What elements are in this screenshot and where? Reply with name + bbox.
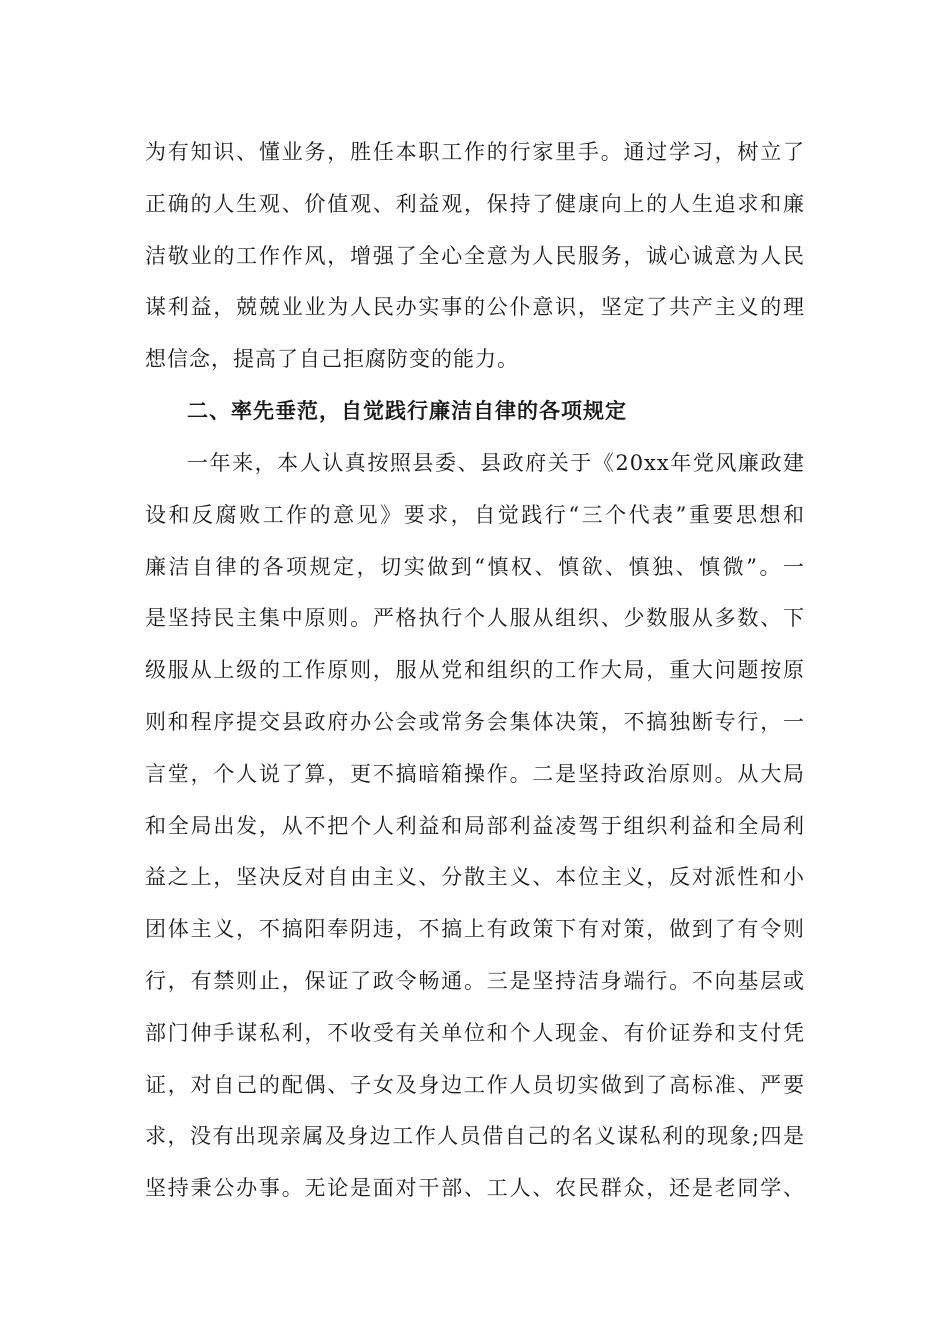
paragraph-line: 和全局出发，从不把个人利益和局部利益凌驾于组织利益和全局利 bbox=[145, 813, 805, 838]
paragraph-line: 言堂，个人说了算，更不搞暗箱操作。二是坚持政治原则。从大局 bbox=[145, 761, 805, 786]
section-heading-block bbox=[145, 386, 805, 438]
paragraph-line: 部门伸手谋私利，不收受有关单位和个人现金、有价证券和支付凭 bbox=[145, 1020, 805, 1045]
paragraph-line: 级服从上级的工作原则，服从党和组织的工作大局，重大问题按原 bbox=[145, 658, 805, 683]
paragraph-line: 想信念，提高了自己拒腐防变的能力。 bbox=[145, 347, 519, 372]
paragraph-line: 求，没有出现亲属及身边工作人员借自己的名义谋私利的现象;四是 bbox=[145, 1124, 805, 1149]
paragraph-line: 益之上，坚决反对自由主义、分散主义、本位主义，反对派性和小 bbox=[145, 865, 805, 890]
paragraph-line: 则和程序提交县政府办公会或常务会集体决策，不搞独断专行，一 bbox=[145, 709, 805, 734]
paragraph-line: 设和反腐败工作的意见》要求，自觉践行“三个代表”重要思想和 bbox=[145, 502, 805, 527]
section-heading: 二、率先垂范，自觉践行廉洁自律的各项规定 bbox=[187, 399, 627, 423]
paragraph-line: 团体主义，不搞阳奉阴违，不搞上有政策下有对策，做到了有令则 bbox=[145, 917, 805, 942]
paragraph-body bbox=[145, 438, 805, 1215]
paragraph-line: 谋利益，兢兢业业为人民办实事的公仆意识，坚定了共产主义的理 bbox=[145, 295, 805, 320]
paragraph-line: 行，有禁则止，保证了政令畅通。三是坚持洁身端行。不向基层或 bbox=[145, 968, 805, 993]
paragraph-line: 坚持秉公办事。无论是面对干部、工人、农民群众，还是老同学、 bbox=[145, 1176, 805, 1201]
paragraph-line: 洁敬业的工作作风，增强了全心全意为人民服务，诚心诚意为人民 bbox=[145, 243, 805, 268]
paragraph-line: 廉洁自律的各项规定，切实做到“慎权、慎欲、慎独、慎微”。一 bbox=[145, 554, 805, 579]
paragraph-line: 正确的人生观、价值观、利益观，保持了健康向上的人生追求和廉 bbox=[145, 191, 805, 216]
paragraph-line: 为有知识、懂业务，胜任本职工作的行家里手。通过学习，树立了 bbox=[145, 140, 805, 164]
paragraph-line: 是坚持民主集中原则。严格执行个人服从组织、少数服从多数、下 bbox=[145, 606, 805, 631]
paragraph-continuation bbox=[145, 127, 805, 386]
paragraph-line: 一年来，本人认真按照县委、县政府关于《20xx年党风廉政建 bbox=[187, 451, 805, 475]
paragraph-line: 证，对自己的配偶、子女及身边工作人员切实做到了高标准、严要 bbox=[145, 1072, 805, 1097]
